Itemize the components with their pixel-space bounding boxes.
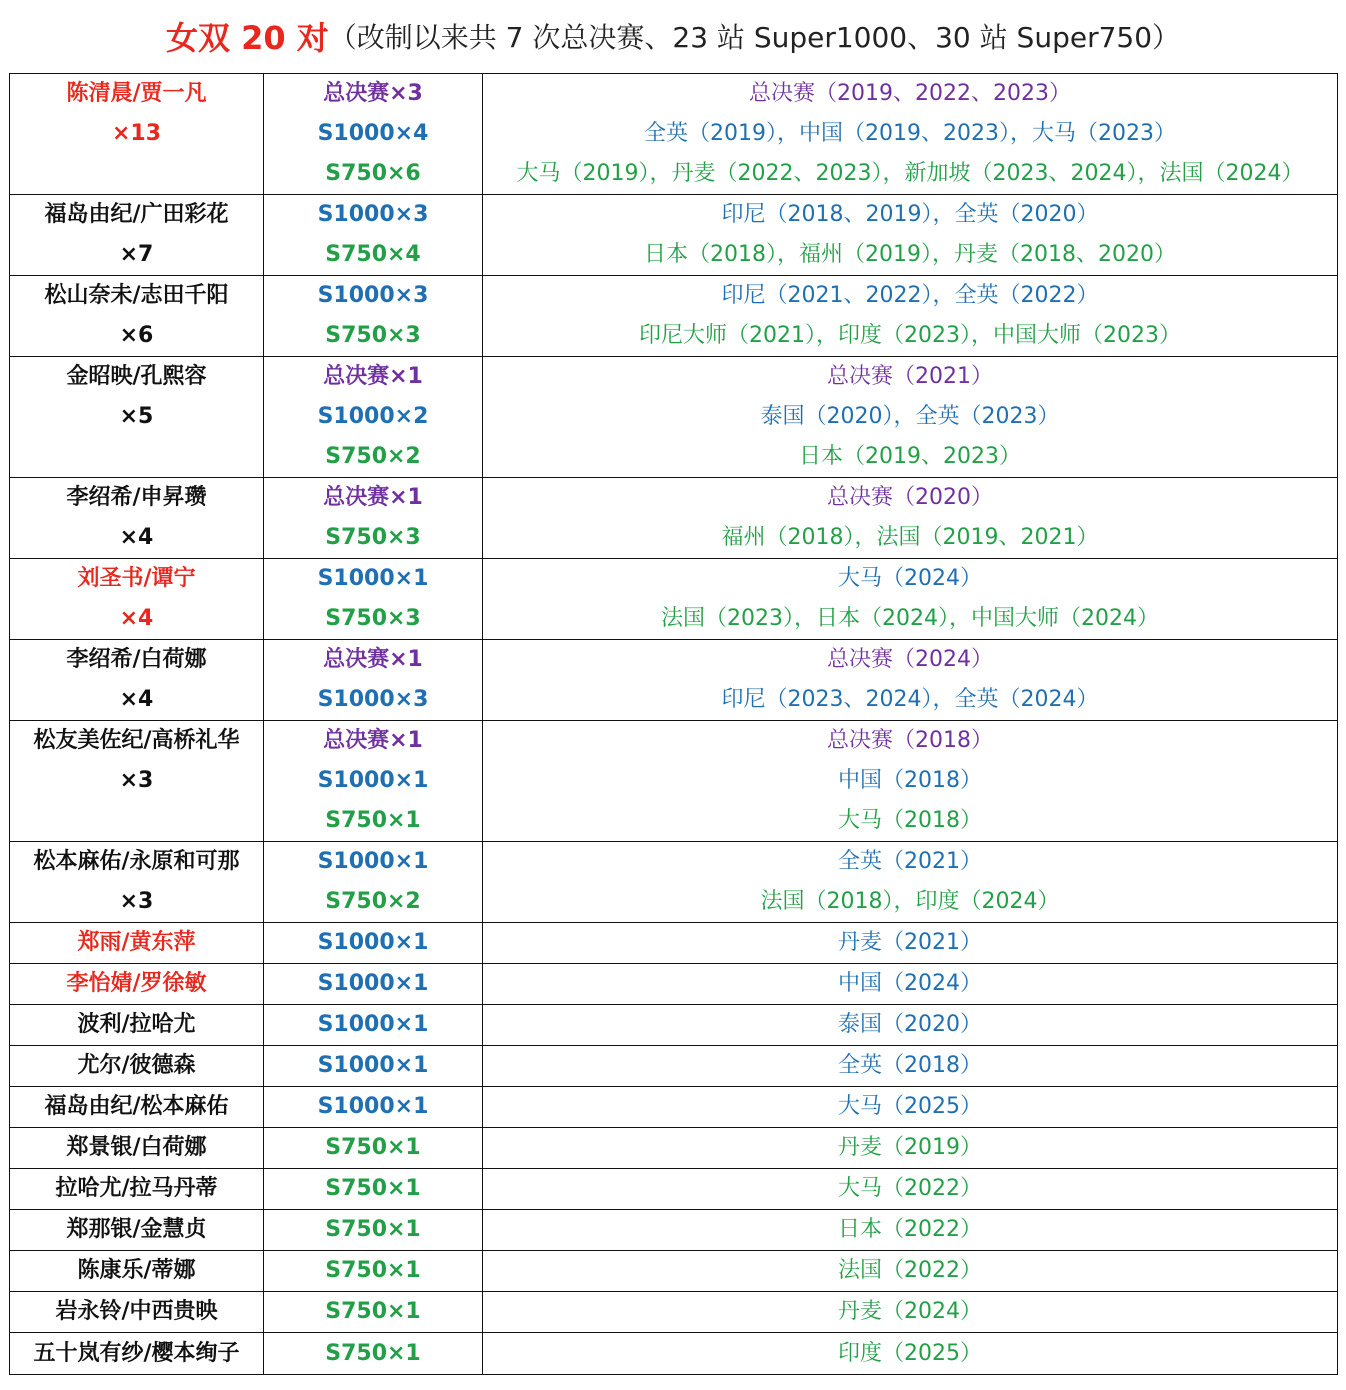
- pair-cell: [10, 276, 264, 357]
- level-label: S750×1: [325, 1135, 421, 1160]
- level-label: S750×4: [325, 242, 421, 267]
- events-cell: [483, 1210, 1338, 1251]
- table-row: [10, 1046, 1338, 1087]
- level-cell: [264, 1292, 483, 1333]
- events-cell: [483, 559, 1338, 640]
- table-row: [10, 1333, 1338, 1375]
- level-label: S1000×1: [317, 849, 429, 874]
- event-list: 全英（2019），中国（2019、2023），大马（2023）: [644, 121, 1176, 146]
- event-list: 丹麦（2019）: [838, 1135, 982, 1160]
- events-cell: [483, 923, 1338, 964]
- event-list: 法国（2022）: [838, 1258, 982, 1283]
- level-cell: [264, 842, 483, 923]
- pair-cell: [10, 964, 264, 1005]
- level-cell: [264, 640, 483, 721]
- pair-cell: [10, 923, 264, 964]
- events-cell: [483, 842, 1338, 923]
- event-list: 印尼（2018、2019），全英（2020）: [721, 202, 1099, 227]
- pair-name: 五十岚有纱/樱本绚子: [33, 1341, 240, 1366]
- pair-cell: [10, 357, 264, 478]
- events-cell: [483, 964, 1338, 1005]
- table-row: [10, 842, 1338, 923]
- level-label: S1000×1: [317, 1094, 429, 1119]
- level-label: S750×3: [325, 606, 421, 631]
- event-list: 中国（2018）: [838, 768, 982, 793]
- table-row: [10, 1128, 1338, 1169]
- pair-cell: [10, 1210, 264, 1251]
- events-cell: [483, 1251, 1338, 1292]
- pair-name: 金昭映/孔熙容: [66, 364, 207, 389]
- event-list: 印尼（2021、2022），全英（2022）: [721, 283, 1099, 308]
- level-label: S750×1: [325, 808, 421, 833]
- event-list: 大马（2019），丹麦（2022、2023），新加坡（2023、2024），法国（2024）: [516, 161, 1304, 186]
- level-cell: [264, 478, 483, 559]
- event-list: 法国（2018），印度（2024）: [760, 889, 1060, 914]
- level-label: S1000×3: [317, 283, 429, 308]
- event-list: 大马（2022）: [838, 1176, 982, 1201]
- table-row: [10, 1210, 1338, 1251]
- pair-count: ×4: [119, 525, 154, 550]
- events-cell: [483, 1169, 1338, 1210]
- events-cell: [483, 1333, 1338, 1375]
- pair-cell: [10, 195, 264, 276]
- pair-count: ×7: [119, 242, 154, 267]
- event-list: 大马（2018）: [838, 808, 982, 833]
- pair-name: 李怡婧/罗徐敏: [66, 971, 207, 996]
- level-label: 总决赛×1: [323, 647, 423, 672]
- event-list: 总决赛（2021）: [827, 364, 993, 389]
- pair-name: 松山奈未/志田千阳: [44, 283, 229, 308]
- pair-count: ×6: [119, 323, 154, 348]
- pair-cell: [10, 721, 264, 842]
- level-label: 总决赛×1: [323, 728, 423, 753]
- level-label: S750×1: [325, 1176, 421, 1201]
- events-cell: [483, 1087, 1338, 1128]
- event-list: 日本（2018），福州（2019），丹麦（2018、2020）: [644, 242, 1176, 267]
- events-cell: [483, 195, 1338, 276]
- level-cell: [264, 1005, 483, 1046]
- pair-name: 波利/拉哈尤: [77, 1012, 196, 1037]
- events-cell: [483, 640, 1338, 721]
- event-list: 丹麦（2021）: [838, 930, 982, 955]
- pair-count: ×4: [119, 606, 154, 631]
- events-cell: [483, 1046, 1338, 1087]
- pair-cell: [10, 1333, 264, 1375]
- pair-name: 尤尔/彼德森: [77, 1053, 196, 1078]
- table-row: [10, 640, 1338, 721]
- events-cell: [483, 357, 1338, 478]
- event-list: 全英（2018）: [838, 1053, 982, 1078]
- pair-name: 拉哈尤/拉马丹蒂: [55, 1176, 218, 1201]
- level-label: S750×1: [325, 1299, 421, 1324]
- table-row: [10, 923, 1338, 964]
- event-list: 日本（2022）: [838, 1217, 982, 1242]
- pair-name: 福岛由纪/松本麻佑: [44, 1094, 229, 1119]
- pair-name: 陈康乐/蒂娜: [77, 1258, 196, 1283]
- table-row: [10, 1292, 1338, 1333]
- level-label: S750×1: [325, 1258, 421, 1283]
- event-list: 福州（2018），法国（2019、2021）: [721, 525, 1099, 550]
- pair-name: 松友美佐纪/高桥礼华: [33, 728, 240, 753]
- level-label: S750×2: [325, 889, 421, 914]
- level-cell: [264, 923, 483, 964]
- pair-cell: [10, 1005, 264, 1046]
- event-list: 大马（2024）: [838, 566, 982, 591]
- level-cell: [264, 1251, 483, 1292]
- event-list: 全英（2021）: [838, 849, 982, 874]
- level-label: S1000×1: [317, 768, 429, 793]
- level-label: 总决赛×3: [323, 81, 423, 106]
- table-row: [10, 195, 1338, 276]
- level-cell: [264, 1333, 483, 1375]
- table-row: [10, 559, 1338, 640]
- level-label: S1000×1: [317, 930, 429, 955]
- pair-name: 陈清晨/贾一凡: [66, 81, 207, 106]
- level-cell: [264, 1210, 483, 1251]
- event-list: 印度（2025）: [838, 1341, 982, 1366]
- pair-name: 岩永铃/中西贵映: [55, 1299, 218, 1324]
- event-list: 丹麦（2024）: [838, 1299, 982, 1324]
- table-row: [10, 478, 1338, 559]
- level-cell: [264, 74, 483, 195]
- table-row: [10, 1087, 1338, 1128]
- level-label: S1000×1: [317, 1012, 429, 1037]
- level-label: S750×3: [325, 323, 421, 348]
- event-list: 法国（2023），日本（2024），中国大师（2024）: [661, 606, 1159, 631]
- events-cell: [483, 74, 1338, 195]
- table-row: [10, 964, 1338, 1005]
- title-note: （改制以来共 7 次总决赛、23 站 Super1000、30 站 Super750）: [328, 21, 1181, 54]
- events-cell: [483, 276, 1338, 357]
- events-cell: [483, 721, 1338, 842]
- pair-cell: [10, 640, 264, 721]
- pair-count: ×4: [119, 687, 154, 712]
- level-label: S1000×2: [317, 404, 429, 429]
- level-label: S750×2: [325, 444, 421, 469]
- pair-cell: [10, 1292, 264, 1333]
- pair-cell: [10, 559, 264, 640]
- level-cell: [264, 1046, 483, 1087]
- level-label: S1000×1: [317, 1053, 429, 1078]
- level-cell: [264, 195, 483, 276]
- pair-name: 刘圣书/谭宁: [77, 566, 196, 591]
- event-list: 总决赛（2018）: [827, 728, 993, 753]
- level-label: 总决赛×1: [323, 485, 423, 510]
- pair-cell: [10, 1251, 264, 1292]
- level-label: S1000×3: [317, 202, 429, 227]
- page-title: [0, 0, 1346, 72]
- pair-cell: [10, 74, 264, 195]
- event-list: 中国（2024）: [838, 971, 982, 996]
- events-cell: [483, 1128, 1338, 1169]
- pair-name: 郑景银/白荷娜: [66, 1135, 207, 1160]
- pair-name: 松本麻佑/永原和可那: [33, 849, 240, 874]
- level-label: S750×1: [325, 1217, 421, 1242]
- pair-count: ×5: [119, 404, 154, 429]
- pair-cell: [10, 1046, 264, 1087]
- event-list: 总决赛（2019、2022、2023）: [749, 81, 1071, 106]
- level-cell: [264, 559, 483, 640]
- table-row: [10, 721, 1338, 842]
- level-cell: [264, 1087, 483, 1128]
- table-row: [10, 357, 1338, 478]
- table-row: [10, 1005, 1338, 1046]
- level-label: S750×6: [325, 161, 421, 186]
- event-list: 泰国（2020）: [838, 1012, 982, 1037]
- pair-cell: [10, 478, 264, 559]
- level-cell: [264, 721, 483, 842]
- pair-count: ×13: [111, 121, 162, 146]
- event-list: 日本（2019、2023）: [799, 444, 1021, 469]
- events-cell: [483, 1005, 1338, 1046]
- level-label: S1000×1: [317, 566, 429, 591]
- pair-name: 郑那银/金慧贞: [66, 1217, 207, 1242]
- pair-name: 李绍希/白荷娜: [66, 647, 207, 672]
- level-label: S1000×1: [317, 971, 429, 996]
- table-row: [10, 1251, 1338, 1292]
- level-label: S750×3: [325, 525, 421, 550]
- results-table-body: [10, 74, 1338, 1375]
- pair-cell: [10, 842, 264, 923]
- table-row: [10, 276, 1338, 357]
- pair-cell: [10, 1087, 264, 1128]
- events-cell: [483, 1292, 1338, 1333]
- pair-count: ×3: [119, 768, 154, 793]
- table-row: [10, 74, 1338, 195]
- pair-cell: [10, 1169, 264, 1210]
- pair-name: 李绍希/申昇瓒: [66, 485, 207, 510]
- event-list: 总决赛（2020）: [827, 485, 993, 510]
- pair-name: 福岛由纪/广田彩花: [44, 202, 229, 227]
- pair-count: ×3: [119, 889, 154, 914]
- event-list: 总决赛（2024）: [827, 647, 993, 672]
- level-label: S750×1: [325, 1341, 421, 1366]
- level-cell: [264, 357, 483, 478]
- pair-name: 郑雨/黄东萍: [77, 930, 196, 955]
- level-cell: [264, 964, 483, 1005]
- level-cell: [264, 1128, 483, 1169]
- level-label: S1000×4: [317, 121, 429, 146]
- event-list: 印尼（2023、2024），全英（2024）: [721, 687, 1099, 712]
- level-label: S1000×3: [317, 687, 429, 712]
- title-main: 女双 20 对: [165, 19, 329, 57]
- table-row: [10, 1169, 1338, 1210]
- event-list: 大马（2025）: [838, 1094, 982, 1119]
- events-cell: [483, 478, 1338, 559]
- level-cell: [264, 1169, 483, 1210]
- pair-cell: [10, 1128, 264, 1169]
- level-cell: [264, 276, 483, 357]
- event-list: 泰国（2020），全英（2023）: [760, 404, 1060, 429]
- results-table: [9, 73, 1338, 1375]
- event-list: 印尼大师（2021），印度（2023），中国大师（2023）: [639, 323, 1181, 348]
- level-label: 总决赛×1: [323, 364, 423, 389]
